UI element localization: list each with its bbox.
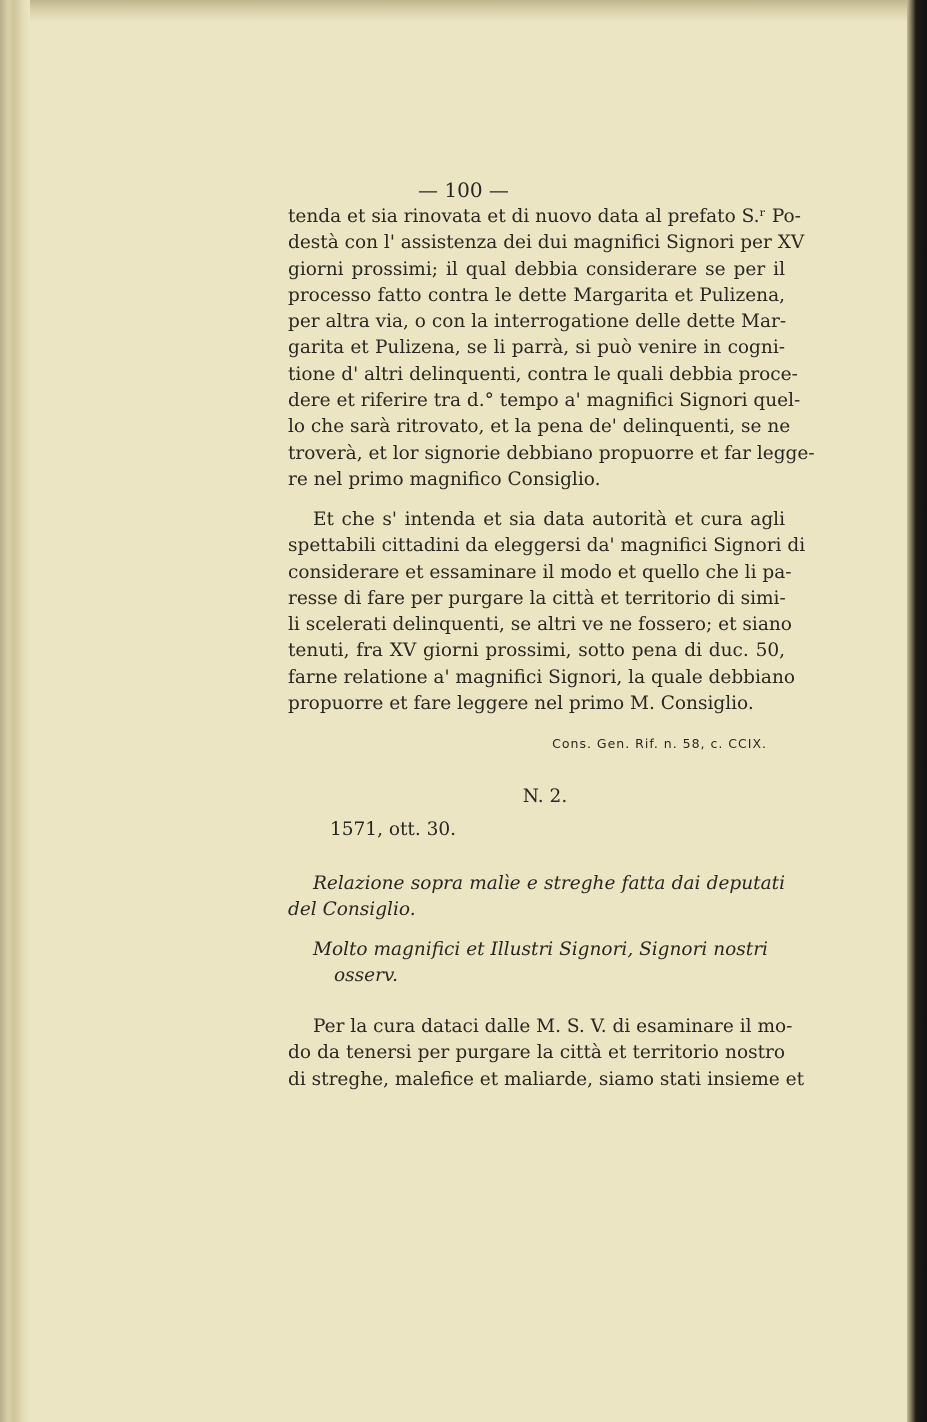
text-line: lo che sarà ritrovato, et la pena de' delinquenti, se ne: [288, 416, 791, 438]
document-number: N. 2.: [522, 786, 568, 807]
archival-citation: Cons. Gen. Rif. n. 58, c. CCIX.: [552, 736, 767, 751]
text-line: osserv.: [334, 965, 399, 987]
text-line: resse di fare per purgare la città et territorio di simi-: [288, 587, 786, 609]
page-top-edge: [0, 0, 927, 22]
page-left-edge: [0, 0, 30, 1422]
text-line: li scelerati delinquenti, se altri ve ne fossero; et siano: [288, 614, 792, 636]
text-line: tenuti, fra XV giorni prossimi, sotto pena di duc. 50,: [288, 640, 785, 662]
text-line: spettabili cittadini da eleggersi da' magnifici Signori di: [288, 535, 806, 557]
document-heading: [288, 871, 785, 924]
paragraph-1: [288, 204, 815, 493]
text-line: re nel primo magnifico Consiglio.: [288, 468, 601, 490]
text-line: dere et riferire tra d.° tempo a' magnifici Signori quel-: [288, 390, 801, 412]
text-line: processo fatto contra le dette Margarita et Pulizena,: [288, 284, 785, 306]
text-line: Per la cura dataci dalle M. S. V. di esaminare il mo-: [313, 1016, 793, 1037]
text-line: del Consiglio.: [288, 899, 416, 921]
paragraph-2: [288, 507, 806, 717]
text-line: tenda et sia rinovata et di nuovo data al prefato S.ʳ Po-: [288, 206, 801, 227]
text-line: troverà, et lor signorie debbiano propuorre et far legge-: [288, 442, 815, 464]
text-line: giorni prossimi; il qual debbia considerare se per il: [288, 258, 785, 280]
text-line: propuorre et fare leggere nel primo M. Consiglio.: [288, 693, 754, 715]
document-date: 1571, ott. 30.: [330, 819, 457, 840]
text-line: di streghe, malefice et maliarde, siamo stati insieme et: [288, 1068, 805, 1090]
text-line: do da tenersi per purgare la città et territorio nostro: [288, 1042, 785, 1064]
paragraph-3: [288, 1014, 805, 1093]
text-line: considerare et essaminare il modo et quello che li pa-: [288, 561, 792, 583]
text-line: farne relatione a' magnifici Signori, la quale debbiano: [288, 666, 796, 688]
text-line: per altra via, o con la interrogatione delle dette Mar-: [288, 311, 787, 333]
text-line: tione d' altri delinquenti, contra le quali debbia proce-: [288, 363, 798, 385]
text-line: Et che s' intenda et sia data autorità et cura agli: [313, 509, 785, 530]
salutation: [288, 937, 785, 990]
text-line: Relazione sopra malìe e streghe fatta dai deputati: [313, 873, 785, 894]
page-number: — 100 —: [418, 178, 509, 202]
text-line: destà con l' assistenza dei dui magnifici Signori per XV: [288, 232, 805, 254]
book-binding-edge: [907, 0, 927, 1422]
text-line: garita et Pulizena, se li parrà, si può venire in cogni-: [288, 337, 785, 359]
text-line: Molto magnifici et Illustri Signori, Signori nostri: [313, 939, 768, 960]
